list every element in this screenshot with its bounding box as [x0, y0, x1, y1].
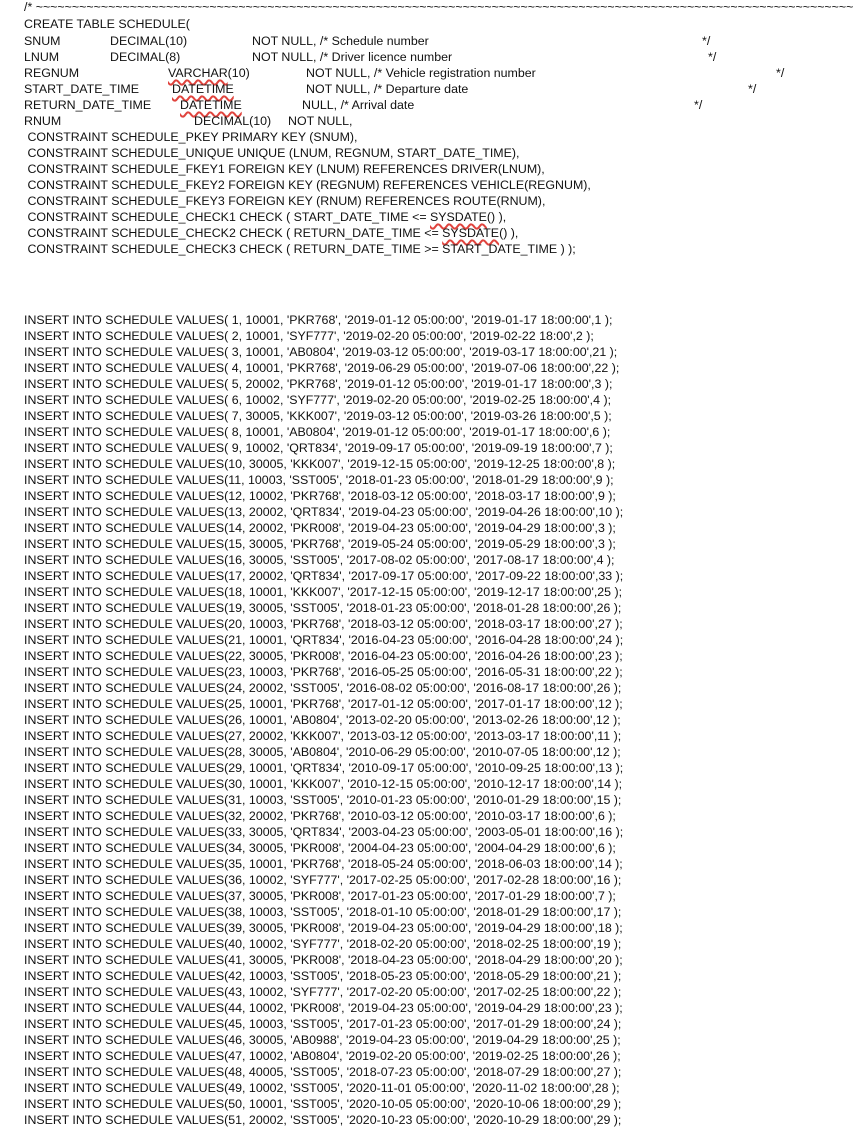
- insert-statement-line: INSERT INTO SCHEDULE VALUES(42, 10003, 'SST005', '2018-05-23 05:00:00', '2018-05-29 18:00:00',21 );: [24, 969, 622, 983]
- column-constraint: NULL, /* Arrival date: [302, 98, 415, 112]
- insert-statement-line: INSERT INTO SCHEDULE VALUES(36, 10002, 'SYF777', '2017-02-25 05:00:00', '2017-02-28 18:00:00',16 );: [24, 873, 622, 887]
- insert-statement-line: INSERT INTO SCHEDULE VALUES(10, 30005, 'KKK007', '2019-12-15 05:00:00', '2019-12-25 18:00:00',8 );: [24, 457, 616, 471]
- insert-statement-line: INSERT INTO SCHEDULE VALUES(29, 10001, 'QRT834', '2010-09-17 05:00:00', '2010-09-25 18:00:00',13 );: [24, 761, 624, 775]
- insert-statement-line: INSERT INTO SCHEDULE VALUES( 5, 20002, 'PKR768', '2019-01-12 05:00:00', '2019-01-17 18:00:00',3 );: [24, 377, 613, 391]
- constraint-check2-line: CONSTRAINT SCHEDULE_CHECK2 CHECK ( RETURN_DATE_TIME <= SYSDATE() ),: [24, 226, 519, 240]
- insert-statement-line: INSERT INTO SCHEDULE VALUES(25, 10001, 'PKR768', '2017-01-12 05:00:00', '2017-01-17 18:00:00',12 );: [24, 697, 623, 711]
- column-constraint: NOT NULL, /* Departure date: [306, 82, 469, 96]
- column-type: DECIMAL(10): [110, 34, 188, 48]
- insert-statement-line: INSERT INTO SCHEDULE VALUES(23, 10003, 'PKR768', '2016-05-25 05:00:00', '2016-05-31 18:00:00',22 );: [24, 665, 623, 679]
- insert-statement-line: INSERT INTO SCHEDULE VALUES(16, 30005, 'SST005', '2017-08-02 05:00:00', '2017-08-17 18:00:00',4 );: [24, 553, 615, 567]
- insert-statement-line: INSERT INTO SCHEDULE VALUES( 9, 10002, 'QRT834', '2019-09-17 05:00:00', '2019-09-19 18:00:00',7 );: [24, 441, 613, 455]
- constraint-line: CONSTRAINT SCHEDULE_FKEY3 FOREIGN KEY (RNUM) REFERENCES ROUTE(RNUM),: [24, 194, 546, 208]
- insert-statement-line: INSERT INTO SCHEDULE VALUES(13, 20002, 'QRT834', '2019-04-23 05:00:00', '2019-04-26 18:00:00',10 );: [24, 505, 624, 519]
- comment-end: */: [694, 98, 703, 112]
- comment-end: */: [776, 66, 785, 80]
- column-name: RNUM: [24, 114, 62, 128]
- column-line-rnum: [24, 113, 353, 129]
- column-name: START_DATE_TIME: [24, 82, 139, 96]
- insert-statement-line: INSERT INTO SCHEDULE VALUES(31, 10003, 'SST005', '2010-01-23 05:00:00', '2010-01-29 18:00:00',15 );: [24, 793, 622, 807]
- constraint-check1-line: CONSTRAINT SCHEDULE_CHECK1 CHECK ( START_DATE_TIME <= SYSDATE() ),: [24, 210, 507, 224]
- insert-statement-line: INSERT INTO SCHEDULE VALUES(40, 10002, 'SYF777', '2018-02-20 05:00:00', '2018-02-25 18:00:00',19 );: [24, 937, 622, 951]
- insert-statement-line: INSERT INTO SCHEDULE VALUES(27, 20002, 'KKK007', '2013-03-12 05:00:00', '2013-03-17 18:00:00',11 );: [24, 729, 622, 743]
- comment-end: */: [702, 34, 711, 48]
- insert-statement-line: INSERT INTO SCHEDULE VALUES( 3, 10001, 'AB0804', '2019-03-12 05:00:00', '2019-03-17 18:00:00',21 );: [24, 345, 618, 359]
- insert-statement-line: INSERT INTO SCHEDULE VALUES(41, 30005, 'PKR008', '2018-04-23 05:00:00', '2018-04-29 18:00:00',20 );: [24, 953, 623, 967]
- column-name: REGNUM: [24, 66, 80, 80]
- insert-statement-line: INSERT INTO SCHEDULE VALUES(48, 40005, 'SST005', '2018-07-23 05:00:00', '2018-07-29 18:00:00',27 );: [24, 1065, 622, 1079]
- column-name: RETURN_DATE_TIME: [24, 98, 152, 112]
- column-type: VARCHAR(10): [168, 66, 250, 80]
- insert-statement-line: INSERT INTO SCHEDULE VALUES(24, 20002, 'SST005', '2016-08-02 05:00:00', '2016-08-17 18:00:00',26 );: [24, 681, 622, 695]
- column-name: LNUM: [24, 50, 60, 64]
- insert-statement-line: INSERT INTO SCHEDULE VALUES(44, 10002, 'PKR008', '2019-04-23 05:00:00', '2019-04-29 18:00:00',23 );: [24, 1001, 623, 1015]
- insert-statement-line: INSERT INTO SCHEDULE VALUES(19, 30005, 'SST005', '2018-01-23 05:00:00', '2018-01-28 18:00:00',26 );: [24, 601, 622, 615]
- column-name: SNUM: [24, 34, 61, 48]
- insert-statement-line: INSERT INTO SCHEDULE VALUES( 6, 10002, 'SYF777', '2019-02-20 05:00:00', '2019-02-25 18:00:00',4 );: [24, 393, 612, 407]
- create-table-line: CREATE TABLE SCHEDULE(: [24, 17, 190, 31]
- constraint-line: CONSTRAINT SCHEDULE_UNIQUE UNIQUE (LNUM, REGNUM, START_DATE_TIME),: [24, 146, 520, 160]
- insert-statement-line: INSERT INTO SCHEDULE VALUES(37, 30005, 'PKR008', '2017-01-23 05:00:00', '2017-01-29 18:00:00',7 );: [24, 889, 616, 903]
- column-constraint: NOT NULL,: [288, 114, 353, 128]
- column-line-start-date-time: [24, 81, 757, 97]
- column-line-lnum: [24, 49, 717, 65]
- constraint-line: CONSTRAINT SCHEDULE_PKEY PRIMARY KEY (SNUM),: [24, 130, 358, 144]
- comment-end: */: [708, 50, 717, 64]
- insert-statement-line: INSERT INTO SCHEDULE VALUES(20, 10003, 'PKR768', '2018-03-12 05:00:00', '2018-03-17 18:00:00',27 );: [24, 617, 623, 631]
- insert-statement-line: INSERT INTO SCHEDULE VALUES(28, 30005, 'AB0804', '2010-06-29 05:00:00', '2010-07-05 18:00:00',12 );: [24, 745, 621, 759]
- insert-statement-line: INSERT INTO SCHEDULE VALUES(14, 20002, 'PKR008', '2019-04-23 05:00:00', '2019-04-29 18:00:00',3 );: [24, 521, 616, 535]
- constraint-check3-line: CONSTRAINT SCHEDULE_CHECK3 CHECK ( RETURN_DATE_TIME >= START_DATE_TIME ) );: [24, 242, 576, 256]
- insert-statement-line: INSERT INTO SCHEDULE VALUES(49, 10002, 'SST005', '2020-11-01 05:00:00', '2020-11-02 18:00:00',28 );: [24, 1081, 620, 1095]
- insert-statement-line: INSERT INTO SCHEDULE VALUES( 7, 30005, 'KKK007', '2019-03-12 05:00:00', '2019-03-26 18:00:00',5 );: [24, 409, 612, 423]
- insert-statement-line: INSERT INTO SCHEDULE VALUES(26, 10001, 'AB0804', '2013-02-20 05:00:00', '2013-02-26 18:00:00',12 );: [24, 713, 621, 727]
- insert-statement-line: INSERT INTO SCHEDULE VALUES(51, 20002, 'SST005', '2020-10-23 05:00:00', '2020-10-29 18:00:00',29 );: [24, 1113, 622, 1127]
- insert-statement-line: INSERT INTO SCHEDULE VALUES(35, 10001, 'PKR768', '2018-05-24 05:00:00', '2018-06-03 18:00:00',14 );: [24, 857, 623, 871]
- insert-statement-line: INSERT INTO SCHEDULE VALUES(32, 20002, 'PKR768', '2010-03-12 05:00:00', '2010-03-17 18:00:00',6 );: [24, 809, 616, 823]
- insert-statement-line: INSERT INTO SCHEDULE VALUES(46, 30005, 'AB0988', '2019-04-23 05:00:00', '2019-04-29 18:00:00',25 );: [24, 1033, 621, 1047]
- spellcheck-squiggle: DATETIME: [180, 98, 242, 112]
- column-line-return-date-time: [24, 97, 703, 113]
- comment-header-line: /* ~~~~~~~~~~~~~~~~~~~~~~~~~~~~~~~~~~~~~~~~~~~~~~~~~~~~~~~~~~~~~~~~~~~~~~~~~~~~~~~~~~~~~~~~~~~~~~~~~~~~~~~~~~~~~~~~~: [24, 0, 853, 14]
- insert-statement-line: INSERT INTO SCHEDULE VALUES(21, 10001, 'QRT834', '2016-04-23 05:00:00', '2016-04-28 18:00:00',24 );: [24, 633, 624, 647]
- insert-statement-line: INSERT INTO SCHEDULE VALUES(43, 10002, 'SYF777', '2017-02-20 05:00:00', '2017-02-25 18:00:00',22 );: [24, 985, 622, 999]
- constraint-line: CONSTRAINT SCHEDULE_FKEY2 FOREIGN KEY (REGNUM) REFERENCES VEHICLE(REGNUM),: [24, 178, 591, 192]
- insert-statement-line: INSERT INTO SCHEDULE VALUES( 1, 10001, 'PKR768', '2019-01-12 05:00:00', '2019-01-17 18:00:00',1 );: [24, 313, 613, 327]
- insert-statement-line: INSERT INTO SCHEDULE VALUES(22, 30005, 'PKR008', '2016-04-23 05:00:00', '2016-04-26 18:00:00',23 );: [24, 649, 623, 663]
- column-constraint: NOT NULL, /* Vehicle registration number: [306, 66, 536, 80]
- spellcheck-squiggle: SYSDATE: [442, 226, 500, 240]
- column-constraint: NOT NULL, /* Driver licence number: [252, 50, 453, 64]
- insert-statement-line: INSERT INTO SCHEDULE VALUES(39, 30005, 'PKR008', '2019-04-23 05:00:00', '2019-04-29 18:00:00',18 );: [24, 921, 623, 935]
- spellcheck-squiggle: DATETIME: [172, 82, 234, 96]
- column-line-snum: [24, 33, 711, 49]
- insert-statement-line: INSERT INTO SCHEDULE VALUES(17, 20002, 'QRT834', '2017-09-17 05:00:00', '2017-09-22 18:00:00',33 );: [24, 569, 624, 583]
- insert-statement-line: INSERT INTO SCHEDULE VALUES( 4, 10001, 'PKR768', '2019-06-29 05:00:00', '2019-07-06 18:00:00',22 );: [24, 361, 620, 375]
- column-constraint: NOT NULL, /* Schedule number: [252, 34, 429, 48]
- insert-statement-line: INSERT INTO SCHEDULE VALUES( 2, 10001, 'SYF777', '2019-02-20 05:00:00', '2019-02-22 18:00',2 );: [24, 329, 594, 343]
- insert-statement-line: INSERT INTO SCHEDULE VALUES(33, 30005, 'QRT834', '2003-04-23 05:00:00', '2003-05-01 18:00:00',16 );: [24, 825, 624, 839]
- insert-statement-line: INSERT INTO SCHEDULE VALUES(15, 30005, 'PKR768', '2019-05-24 05:00:00', '2019-05-29 18:00:00',3 );: [24, 537, 616, 551]
- column-type: [172, 81, 234, 97]
- insert-statement-line: INSERT INTO SCHEDULE VALUES(11, 10003, 'SST005', '2018-01-23 05:00:00', '2018-01-29 18:00:00',9 );: [24, 473, 614, 487]
- insert-statement-line: INSERT INTO SCHEDULE VALUES(18, 10001, 'KKK007', '2017-12-15 05:00:00', '2019-12-17 18:00:00',25 );: [24, 585, 623, 599]
- column-type: DECIMAL(10): [194, 114, 272, 128]
- spellcheck-squiggle: VARCHAR: [168, 66, 228, 80]
- insert-statement-line: INSERT INTO SCHEDULE VALUES( 8, 10001, 'AB0804', '2019-01-12 05:00:00', '2019-01-17 18:00:00',6 );: [24, 425, 611, 439]
- insert-statement-line: INSERT INTO SCHEDULE VALUES(34, 30005, 'PKR008', '2004-04-23 05:00:00', '2004-04-29 18:00:00',6 );: [24, 841, 616, 855]
- column-type: DECIMAL(8): [110, 50, 181, 64]
- insert-statement-line: INSERT INTO SCHEDULE VALUES(50, 10001, 'SST005', '2020-10-05 05:00:00', '2020-10-06 18:00:00',29 );: [24, 1097, 622, 1111]
- insert-statement-line: INSERT INTO SCHEDULE VALUES(38, 10003, 'SST005', '2018-01-10 05:00:00', '2018-01-29 18:00:00',17 );: [24, 905, 622, 919]
- comment-end: */: [748, 82, 757, 96]
- column-type: [180, 97, 242, 113]
- insert-statement-line: INSERT INTO SCHEDULE VALUES(45, 10003, 'SST005', '2017-01-23 05:00:00', '2017-01-29 18:00:00',24 );: [24, 1017, 622, 1031]
- insert-statement-line: INSERT INTO SCHEDULE VALUES(12, 10002, 'PKR768', '2018-03-12 05:00:00', '2018-03-17 18:00:00',9 );: [24, 489, 616, 503]
- insert-statement-line: INSERT INTO SCHEDULE VALUES(47, 10002, 'AB0804', '2019-02-20 05:00:00', '2019-02-25 18:00:00',26 );: [24, 1049, 621, 1063]
- insert-statements: [24, 312, 806, 1128]
- column-line-regnum: [24, 65, 785, 81]
- constraint-line: CONSTRAINT SCHEDULE_FKEY1 FOREIGN KEY (LNUM) REFERENCES DRIVER(LNUM),: [24, 162, 545, 176]
- spellcheck-squiggle: SYSDATE: [430, 210, 487, 224]
- insert-statement-line: INSERT INTO SCHEDULE VALUES(30, 10001, 'KKK007', '2010-12-15 05:00:00', '2010-12-17 18:00:00',14 );: [24, 777, 623, 791]
